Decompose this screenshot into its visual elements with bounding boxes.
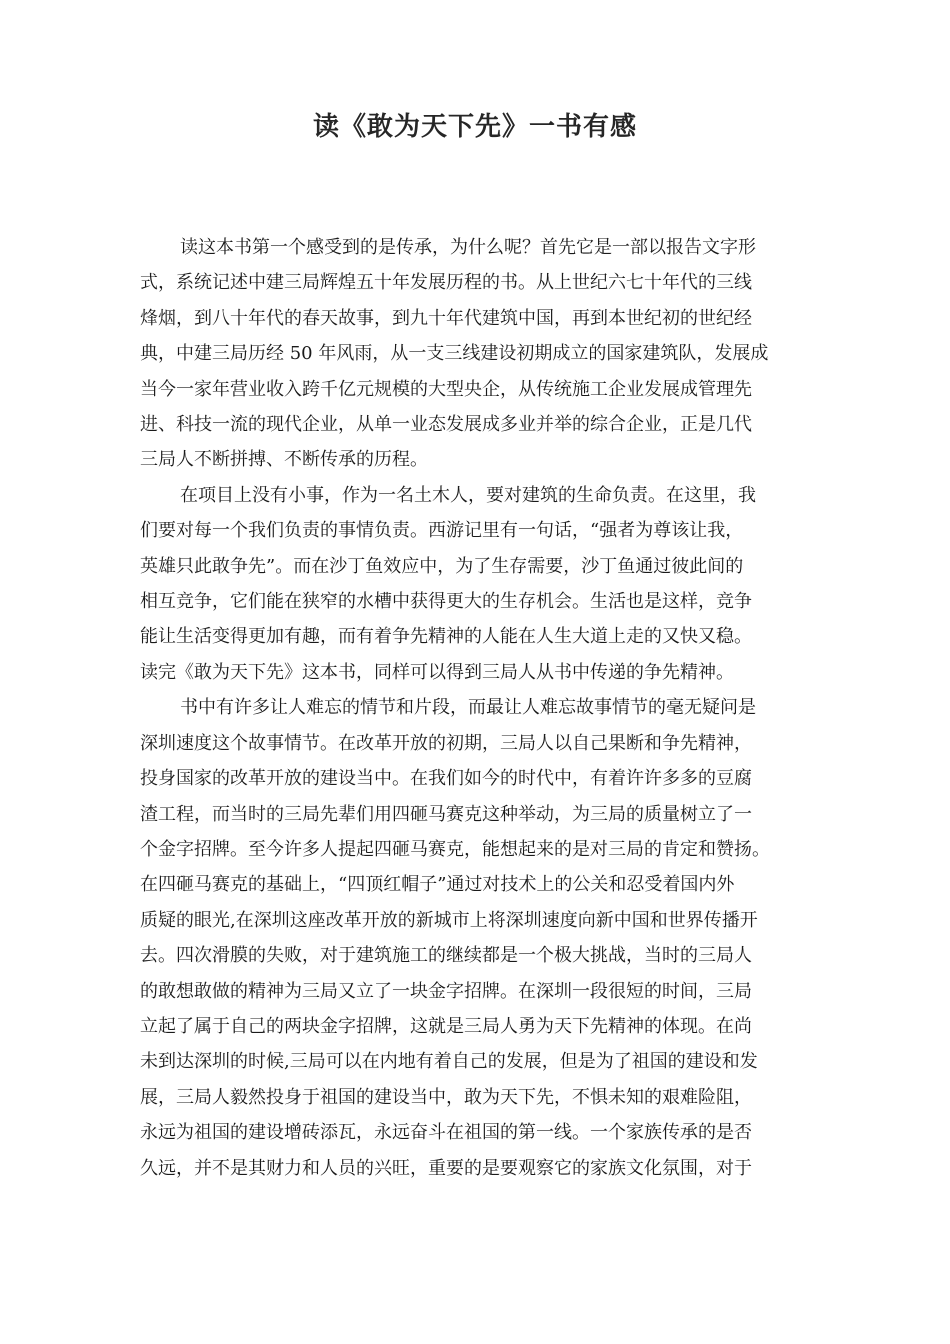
- paragraph-line: 能让生活变得更加有趣，而有着争先精神的人能在人生大道上走的又快又稳。: [140, 626, 752, 648]
- paragraph-line: 投身国家的改革开放的建设当中。在我们如今的时代中，有着许许多多的豆腐: [140, 768, 752, 790]
- paragraph-line: 久远，并不是其财力和人员的兴旺，重要的是要观察它的家族文化氛围，对于: [140, 1157, 752, 1179]
- paragraph-line: 烽烟，到八十年代的春天故事，到九十年代建筑中国，再到本世纪初的世纪经: [140, 307, 752, 329]
- paragraph-line: 式，系统记述中建三局辉煌五十年发展历程的书。从上世纪六七十年代的三线: [140, 272, 752, 294]
- paragraph-line: 三局人不断拼搏、不断传承的历程。: [140, 449, 428, 471]
- paragraph-line: 未到达深圳的时候,三局可以在内地有着自己的发展，但是为了祖国的建设和发: [140, 1051, 758, 1073]
- paragraph-line: 当今一家年营业收入跨千亿元规模的大型央企，从传统施工企业发展成管理先: [140, 378, 752, 400]
- paragraph-line: 立起了属于自己的两块金字招牌，这就是三局人勇为天下先精神的体现。在尚: [140, 1015, 752, 1037]
- paragraph-line: 典，中建三局历经 50 年风雨，从一支三线建设初期成立的国家建筑队，发展成: [140, 343, 769, 365]
- paragraph-line: 读完《敢为天下先》这本书，同样可以得到三局人从书中传递的争先精神。: [140, 661, 734, 683]
- paragraph-line: 个金字招牌。至今许多人提起四砸马赛克，能想起来的是对三局的肯定和赞扬。: [140, 838, 770, 860]
- paragraph-line: 英雄只此敢争先”。而在沙丁鱼效应中，为了生存需要，沙丁鱼通过彼此间的: [140, 555, 744, 577]
- paragraph-line: 相互竞争，它们能在狭窄的水槽中获得更大的生存机会。生活也是这样，竞争: [140, 591, 752, 613]
- document-body: [140, 230, 816, 1186]
- paragraph-3: [140, 690, 816, 1186]
- paragraph-line: 永远为祖国的建设增砖添瓦，永远奋斗在祖国的第一线。一个家族传承的是否: [140, 1122, 752, 1144]
- paragraph-2: [140, 478, 816, 690]
- paragraph-line: 渣工程，而当时的三局先辈们用四砸马赛克这种举动，为三局的质量树立了一: [140, 803, 752, 825]
- paragraph-line: 展，三局人毅然投身于祖国的建设当中，敢为天下先，不惧未知的艰难险阻，: [140, 1086, 752, 1108]
- paragraph-1: [140, 230, 816, 478]
- paragraph-line: 书中有许多让人难忘的情节和片段，而最让人难忘故事情节的毫无疑问是: [180, 697, 756, 719]
- paragraph-line: 在四砸马赛克的基础上，“四顶红帽子”通过对技术上的公关和忍受着国内外: [140, 874, 735, 896]
- paragraph-line: 去。四次滑膜的失败，对于建筑施工的继续都是一个极大挑战，当时的三局人: [140, 945, 752, 967]
- paragraph-line: 们要对每一个我们负责的事情负责。西游记里有一句话，“强者为尊该让我，: [140, 520, 744, 542]
- paragraph-line: 在项目上没有小事，作为一名土木人，要对建筑的生命负责。在这里，我: [180, 484, 756, 506]
- paragraph-line: 质疑的眼光,在深圳这座改革开放的新城市上将深圳速度向新中国和世界传播开: [140, 909, 758, 931]
- paragraph-line: 的敢想敢做的精神为三局又立了一块金字招牌。在深圳一段很短的时间，三局: [140, 980, 752, 1002]
- document-title: 读《敢为天下先》一书有感: [312, 112, 637, 142]
- paragraph-line: 深圳速度这个故事情节。在改革开放的初期，三局人以自己果断和争先精神，: [140, 732, 752, 754]
- paragraph-line: 进、科技一流的现代企业，从单一业态发展成多业并举的综合企业，正是几代: [140, 414, 752, 436]
- paragraph-line: 读这本书第一个感受到的是传承，为什么呢？首先它是一部以报告文字形: [180, 237, 756, 258]
